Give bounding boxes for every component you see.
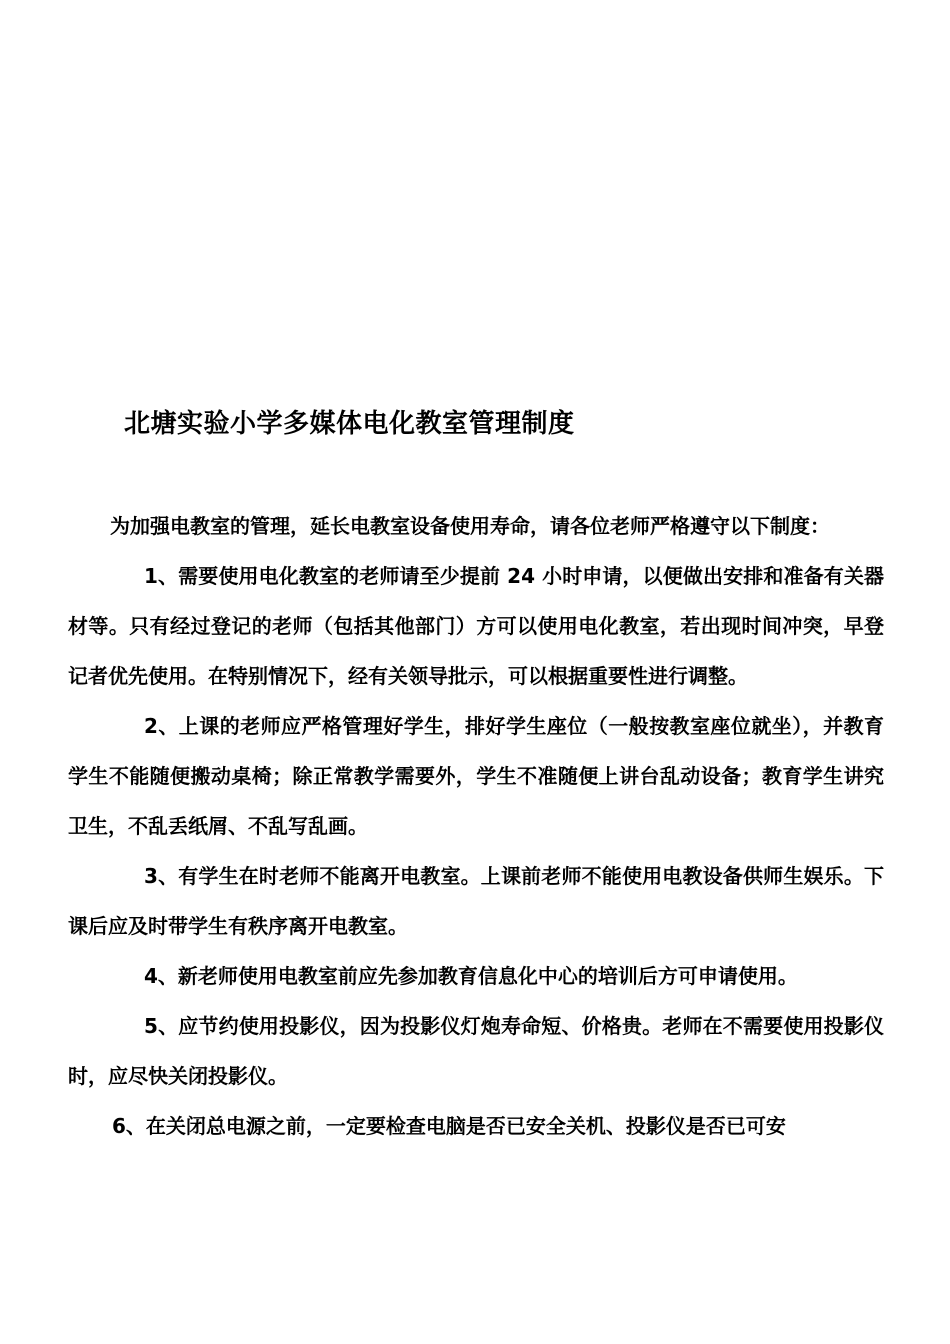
intro-paragraph: 为加强电教室的管理，延长电教室设备使用寿命，请各位老师严格遵守以下制度：: [110, 514, 830, 538]
rule-item-6: 6、在关闭总电源之前，一定要检查电脑是否已安全关机、投影仪是否已可安: [112, 1114, 786, 1138]
rule-item-3: 3、有学生在时老师不能离开电教室。上课前老师不能使用电教设备供师生娱乐。下课后应及时带学生有秩序离开电教室。: [68, 864, 884, 938]
document-body: [68, 501, 884, 1151]
rule-item-2: 2、上课的老师应严格管理好学生，排好学生座位（一般按教室座位就坐），并教育学生不能随便搬动桌椅；除正常教学需要外，学生不准随便上讲台乱动设备；教育学生讲究卫生，不乱丢纸屑、不乱写乱画。: [68, 714, 884, 838]
rule-item-5: 5、应节约使用投影仪，因为投影仪灯炮寿命短、价格贵。老师在不需要使用投影仪时，应尽快关闭投影仪。: [68, 1014, 884, 1088]
rule-item-1: 1、需要使用电化教室的老师请至少提前 24 小时申请，以便做出安排和准备有关器材等。只有经过登记的老师（包括其他部门）方可以使用电化教室，若出现时间冲突，早登记者优先使用。在特别情况下，经有关领导批示，可以根据重要性进行调整。: [68, 564, 884, 688]
document-title: 北塘实验小学多媒体电化教室管理制度: [124, 409, 575, 439]
rule-item-4: 4、新老师使用电教室前应先参加教育信息化中心的培训后方可申请使用。: [144, 964, 798, 988]
